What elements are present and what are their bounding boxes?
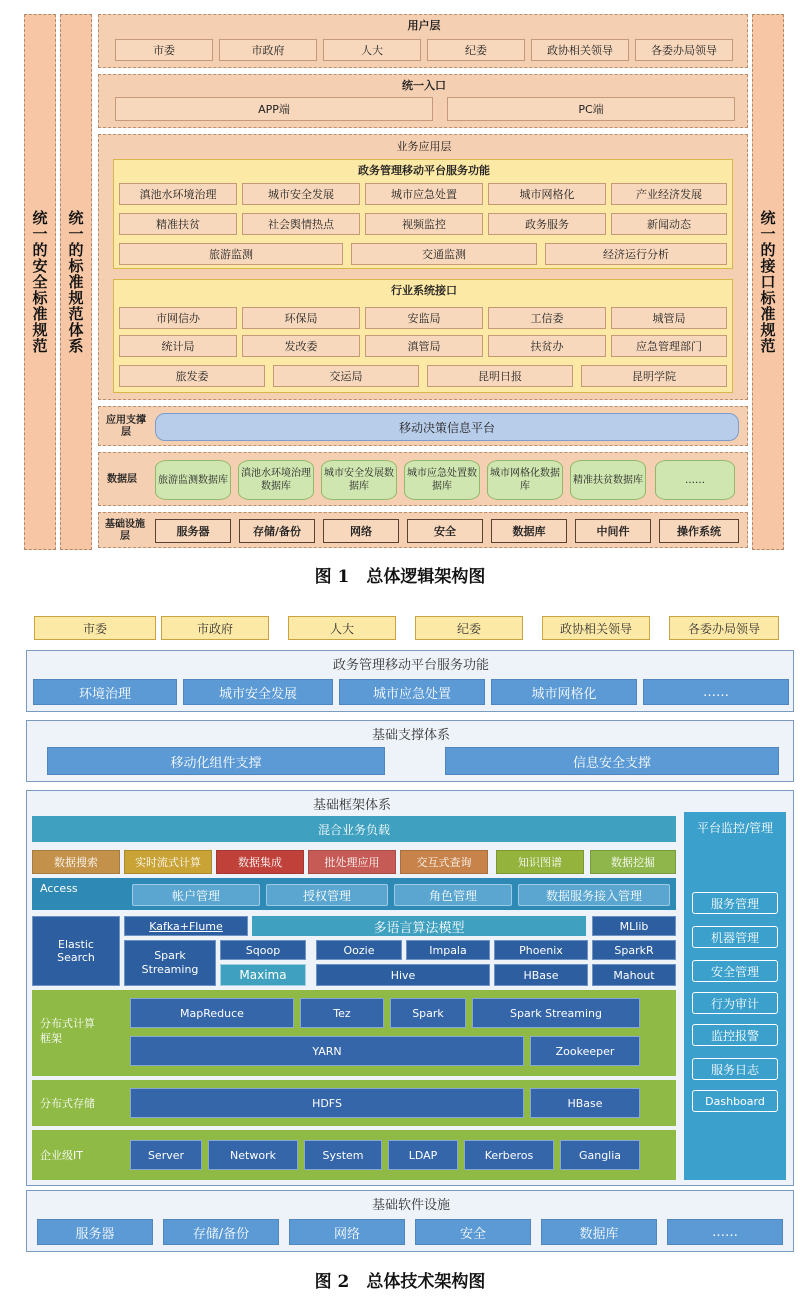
industry-item: 环保局	[242, 307, 360, 329]
database-cylinder: 旅游监测数据库	[155, 460, 231, 500]
industry-item: 工信委	[488, 307, 606, 329]
platform-mgmt-item: 服务日志	[692, 1058, 778, 1080]
phoenix: Phoenix	[494, 940, 588, 960]
figure-2-caption: 图 2 总体技术架构图	[314, 1271, 486, 1292]
gov-service-item: 城市安全发展	[183, 679, 333, 705]
access-item: 帐户管理	[132, 884, 260, 906]
infra-software-item: 存储/备份	[163, 1219, 279, 1245]
infra-item: 安全	[407, 519, 483, 543]
sqoop: Sqoop	[220, 940, 306, 960]
gov-item: 城市安全发展	[242, 183, 360, 205]
gov-service-item: 环境治理	[33, 679, 177, 705]
figure-1-caption: 图 1 总体逻辑架构图	[314, 566, 486, 587]
database-cylinder: 城市应急处置数据库	[404, 460, 480, 500]
industry-item: 昆明日报	[427, 365, 573, 387]
data-layer-label: 数据层	[107, 474, 137, 485]
industry-item: 旅发委	[119, 365, 265, 387]
industry-item: 统计局	[119, 335, 237, 357]
industry-item: 安监局	[365, 307, 483, 329]
mllib: MLlib	[592, 916, 676, 936]
infra-layer	[98, 512, 748, 548]
platform-mgmt-item: 机器管理	[692, 926, 778, 948]
elastic-search: Elastic Search	[32, 916, 120, 986]
yarn: YARN	[130, 1036, 524, 1066]
gov-item: 政务服务	[488, 213, 606, 235]
user-item: 人大	[323, 39, 421, 61]
entry-app: APP端	[115, 97, 433, 121]
gov-item: 产业经济发展	[611, 183, 727, 205]
user-layer	[98, 14, 748, 68]
compute-framework-label: 分布式计算框架	[40, 1017, 95, 1045]
platform-mgmt-item: 服务管理	[692, 892, 778, 914]
hbase-small: HBase	[494, 964, 588, 986]
database-cylinder: 精准扶贫数据库	[570, 460, 646, 500]
data-layer	[98, 452, 748, 506]
mahout: Mahout	[592, 964, 676, 986]
leader-item: 纪委	[415, 616, 523, 640]
infra-item: 服务器	[155, 519, 231, 543]
infra-item: 网络	[323, 519, 399, 543]
app-support-layer	[98, 406, 748, 446]
access-item: 授权管理	[266, 884, 388, 906]
infra-item: 中间件	[575, 519, 651, 543]
gov-services-band	[26, 650, 794, 712]
access-label: Access	[40, 882, 78, 895]
gov-services-title: 政务管理移动平台服务功能	[358, 164, 490, 177]
gov-service-item: 城市网格化	[491, 679, 637, 705]
spark-streaming-small: Spark Streaming	[124, 940, 216, 986]
industry-item: 城管局	[611, 307, 727, 329]
enterprise-item: Network	[208, 1140, 298, 1170]
distributed-storage-label: 分布式存储	[40, 1097, 95, 1110]
infra-software-band	[26, 1190, 794, 1252]
zookeeper: Zookeeper	[530, 1036, 640, 1066]
platform-mgmt-item: 安全管理	[692, 960, 778, 982]
left-security-standard-bar: 统一的安全标准规范	[24, 14, 56, 550]
infra-item: 存储/备份	[239, 519, 315, 543]
oozie: Oozie	[316, 940, 402, 960]
infra-software-item: ……	[667, 1219, 783, 1245]
enterprise-item: System	[304, 1140, 382, 1170]
infra-software-item: 网络	[289, 1219, 405, 1245]
user-item: 政协相关领导	[531, 39, 629, 61]
user-item: 市政府	[219, 39, 317, 61]
platform-mgmt-item: 行为审计	[692, 992, 778, 1014]
industry-item: 交运局	[273, 365, 419, 387]
entry-layer	[98, 74, 748, 128]
framework-band-title: 基础框架体系	[312, 797, 391, 813]
gov-service-item: 城市应急处置	[339, 679, 485, 705]
industry-interface-title: 行业系统接口	[391, 284, 457, 297]
leader-item: 市政府	[161, 616, 269, 640]
infra-software-item: 服务器	[37, 1219, 153, 1245]
sparkr: SparkR	[592, 940, 676, 960]
kafka-flume: Kafka+Flume	[124, 916, 248, 936]
user-item: 市委	[115, 39, 213, 61]
mixed-workload-bar: 混合业务负载	[32, 816, 676, 842]
leader-item: 各委办局领导	[669, 616, 779, 640]
maxima: Maxima	[220, 964, 306, 986]
gov-item: 滇池水环境治理	[119, 183, 237, 205]
industry-item: 扶贫办	[488, 335, 606, 357]
left-standard-system-bar: 统一的标准规范体系	[60, 14, 92, 550]
infra-item: 操作系统	[659, 519, 739, 543]
gov-item: 旅游监测	[119, 243, 343, 265]
access-item: 数据服务接入管理	[518, 884, 670, 906]
infra-software-title: 基础软件设施	[371, 1197, 450, 1213]
hbase: HBase	[530, 1088, 640, 1118]
database-cylinder: ……	[655, 460, 735, 500]
industry-item: 发改委	[242, 335, 360, 357]
user-layer-title: 用户层	[407, 19, 441, 32]
workload-tag: 知识图谱	[496, 850, 584, 874]
gov-service-item: ……	[643, 679, 789, 705]
infra-layer-label: 基础设施层	[105, 519, 145, 542]
gov-item: 新闻动态	[611, 213, 727, 235]
entry-pc: PC端	[447, 97, 735, 121]
access-item: 角色管理	[394, 884, 512, 906]
leader-item: 政协相关领导	[542, 616, 650, 640]
platform-mgmt-title: 平台监控/管理	[696, 820, 774, 835]
user-item: 各委办局领导	[635, 39, 733, 61]
enterprise-item: LDAP	[388, 1140, 458, 1170]
infra-software-item: 安全	[415, 1219, 531, 1245]
infra-software-item: 数据库	[541, 1219, 657, 1245]
spark-streaming: Spark Streaming	[472, 998, 640, 1028]
infra-item: 数据库	[491, 519, 567, 543]
gov-item: 经济运行分析	[545, 243, 727, 265]
gov-item: 城市应急处置	[365, 183, 483, 205]
support-band-title: 基础支撑体系	[371, 727, 450, 743]
platform-mgmt-item: Dashboard	[692, 1090, 778, 1112]
enterprise-item: Server	[130, 1140, 202, 1170]
industry-item: 昆明学院	[581, 365, 727, 387]
workload-tag: 数据搜索	[32, 850, 120, 874]
industry-item: 应急管理部门	[611, 335, 727, 357]
platform-mgmt-item: 监控报警	[692, 1024, 778, 1046]
workload-tag: 数据集成	[216, 850, 304, 874]
enterprise-item: Kerberos	[464, 1140, 554, 1170]
support-item: 信息安全支撑	[445, 747, 779, 775]
spark: Spark	[390, 998, 466, 1028]
multilang-models: 多语言算法模型	[252, 916, 586, 936]
hdfs: HDFS	[130, 1088, 524, 1118]
support-band	[26, 720, 794, 782]
mapreduce: MapReduce	[130, 998, 294, 1028]
database-cylinder: 滇池水环境治理数据库	[238, 460, 314, 500]
gov-item: 城市网格化	[488, 183, 606, 205]
gov-item: 社会舆情热点	[242, 213, 360, 235]
industry-item: 市网信办	[119, 307, 237, 329]
database-cylinder: 城市网格化数据库	[487, 460, 563, 500]
enterprise-item: Ganglia	[560, 1140, 640, 1170]
decision-platform: 移动决策信息平台	[155, 413, 739, 441]
enterprise-it-label: 企业级IT	[40, 1149, 83, 1162]
gov-item: 交通监测	[351, 243, 537, 265]
industry-item: 滇管局	[365, 335, 483, 357]
workload-tag: 数据挖掘	[590, 850, 676, 874]
business-layer-title: 业务应用层	[396, 140, 452, 153]
app-support-label: 应用支撑层	[106, 415, 146, 438]
tez: Tez	[300, 998, 384, 1028]
support-item: 移动化组件支撑	[47, 747, 385, 775]
workload-tag: 交互式查询	[400, 850, 488, 874]
gov-item: 视频监控	[365, 213, 483, 235]
right-interface-standard-bar: 统一的接口标准规范	[752, 14, 784, 550]
workload-tag: 实时流式计算	[124, 850, 212, 874]
business-layer	[98, 134, 748, 400]
leader-item: 人大	[288, 616, 396, 640]
entry-layer-title: 统一入口	[402, 79, 446, 92]
impala: Impala	[406, 940, 490, 960]
user-item: 纪委	[427, 39, 525, 61]
leader-item: 市委	[34, 616, 156, 640]
workload-tag: 批处理应用	[308, 850, 396, 874]
gov-services-band-title: 政务管理移动平台服务功能	[332, 657, 489, 673]
gov-item: 精准扶贫	[119, 213, 237, 235]
hive: Hive	[316, 964, 490, 986]
database-cylinder: 城市安全发展数据库	[321, 460, 397, 500]
